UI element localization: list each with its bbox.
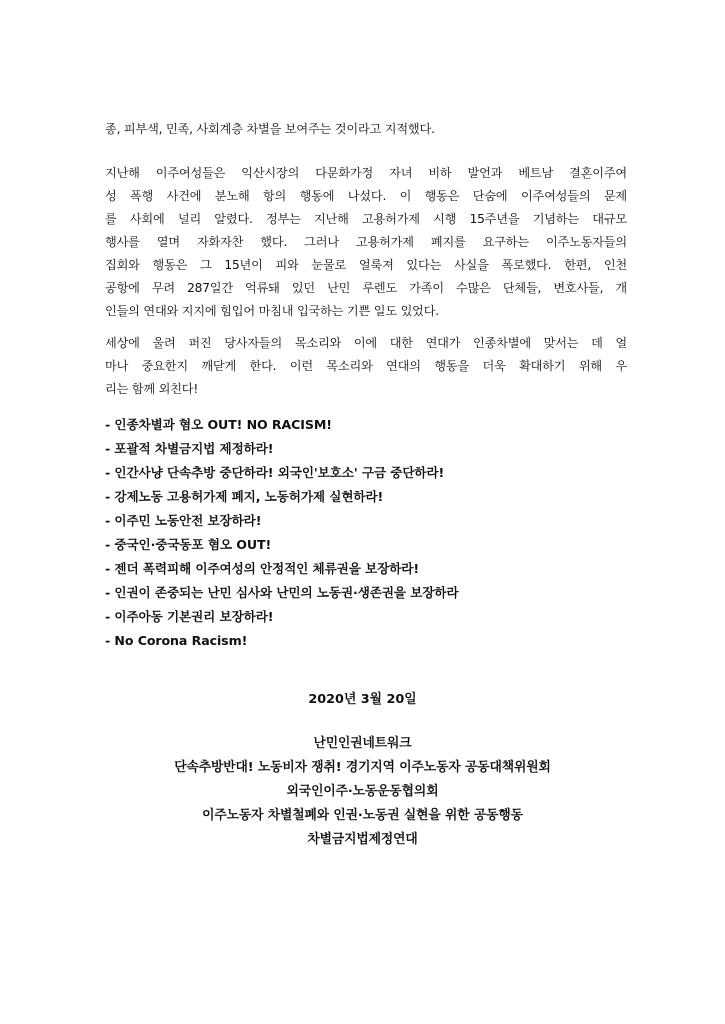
signatory-organization: 단속추방반대! 노동비자 쟁취! 경기지역 이주노동자 공동대책위원회 [174,760,551,775]
demand-item: - No Corona Racism! [105,633,248,648]
paragraph-line: 성 폭행 사건에 분노해 항의 행동에 나섰다. 이 행동은 단숨에 이주여성들의 문제 [105,189,627,203]
demand-item: - 인종차별과 혐오 OUT! NO RACISM! [105,417,332,432]
signatory-organization: 이주노동자 차별철폐와 인권·노동권 실현을 위한 공동행동 [202,808,523,823]
paragraph-line: 공항에 무려 287일간 억류돼 있던 난민 루렌도 가족이 수많은 단체들, 변호사들, 개 [105,281,627,295]
paragraph-line: 리는 함께 외친다! [105,382,199,396]
demand-item: - 중국인·중국동포 혐오 OUT! [105,537,272,552]
paragraph-line: 마나 중요한지 깨닫게 한다. 이런 목소리와 연대의 행동을 더욱 확대하기 위해 우 [105,359,627,373]
paragraph-line: 지난해 이주여성들은 익산시장의 다문화가정 자녀 비하 발언과 베트남 결혼이주여 [105,166,627,180]
paragraph-line: 세상에 울려 퍼진 당사자들의 목소리와 이에 대한 연대가 인종차별에 맞서는 데 얼 [105,336,627,350]
demand-item: - 강제노동 고용허가제 폐지, 노동허가제 실현하라! [105,489,384,504]
paragraph-line: 행사를 열며 자화자찬 했다. 그러나 고용허가제 폐지를 요구하는 이주노동자들의 [105,235,627,249]
signatory-organization: 차별금지법제정연대 [307,832,418,847]
paragraph-solidarity [105,332,627,401]
paragraph-line: 를 사회에 널리 알렸다. 정부는 지난해 고용허가제 시행 15주년을 기념하는 대규모 [105,212,627,226]
paragraph-continuation [105,118,627,141]
statement-date: 2020년 3월 20일 [308,692,417,707]
demand-item: - 인간사냥 단속추방 중단하라! 외국인'보호소' 구금 중단하라! [105,465,445,480]
signatory-organization: 난민인권네트워크 [313,736,412,751]
demand-item: - 인권이 존중되는 난민 심사와 난민의 노동권·생존권을 보장하라 [105,585,459,600]
signatory-organization: 외국인이주·노동운동협의회 [286,784,439,799]
paragraph-line: 인들의 연대와 지지에 힘입어 마침내 입국하는 기쁜 일도 있었다. [105,304,439,318]
demand-item: - 이주아동 기본권리 보장하라! [105,609,274,624]
paragraph-line: 종, 피부색, 민족, 사회계층 차별을 보여주는 것이라고 지적했다. [105,122,435,136]
paragraph-last-year [105,162,627,323]
demands-list [105,413,627,653]
signatories-list [0,732,725,852]
paragraph-line: 집회와 행동은 그 15년이 피와 눈물로 얼룩져 있다는 사실을 폭로했다. 한편, 인천 [105,258,627,272]
demand-item: - 젠더 폭력피해 이주여성의 안정적인 체류권을 보장하라! [105,561,419,576]
demand-item: - 포괄적 차별금지법 제정하라! [105,441,274,456]
demand-item: - 이주민 노동안전 보장하라! [105,513,262,528]
